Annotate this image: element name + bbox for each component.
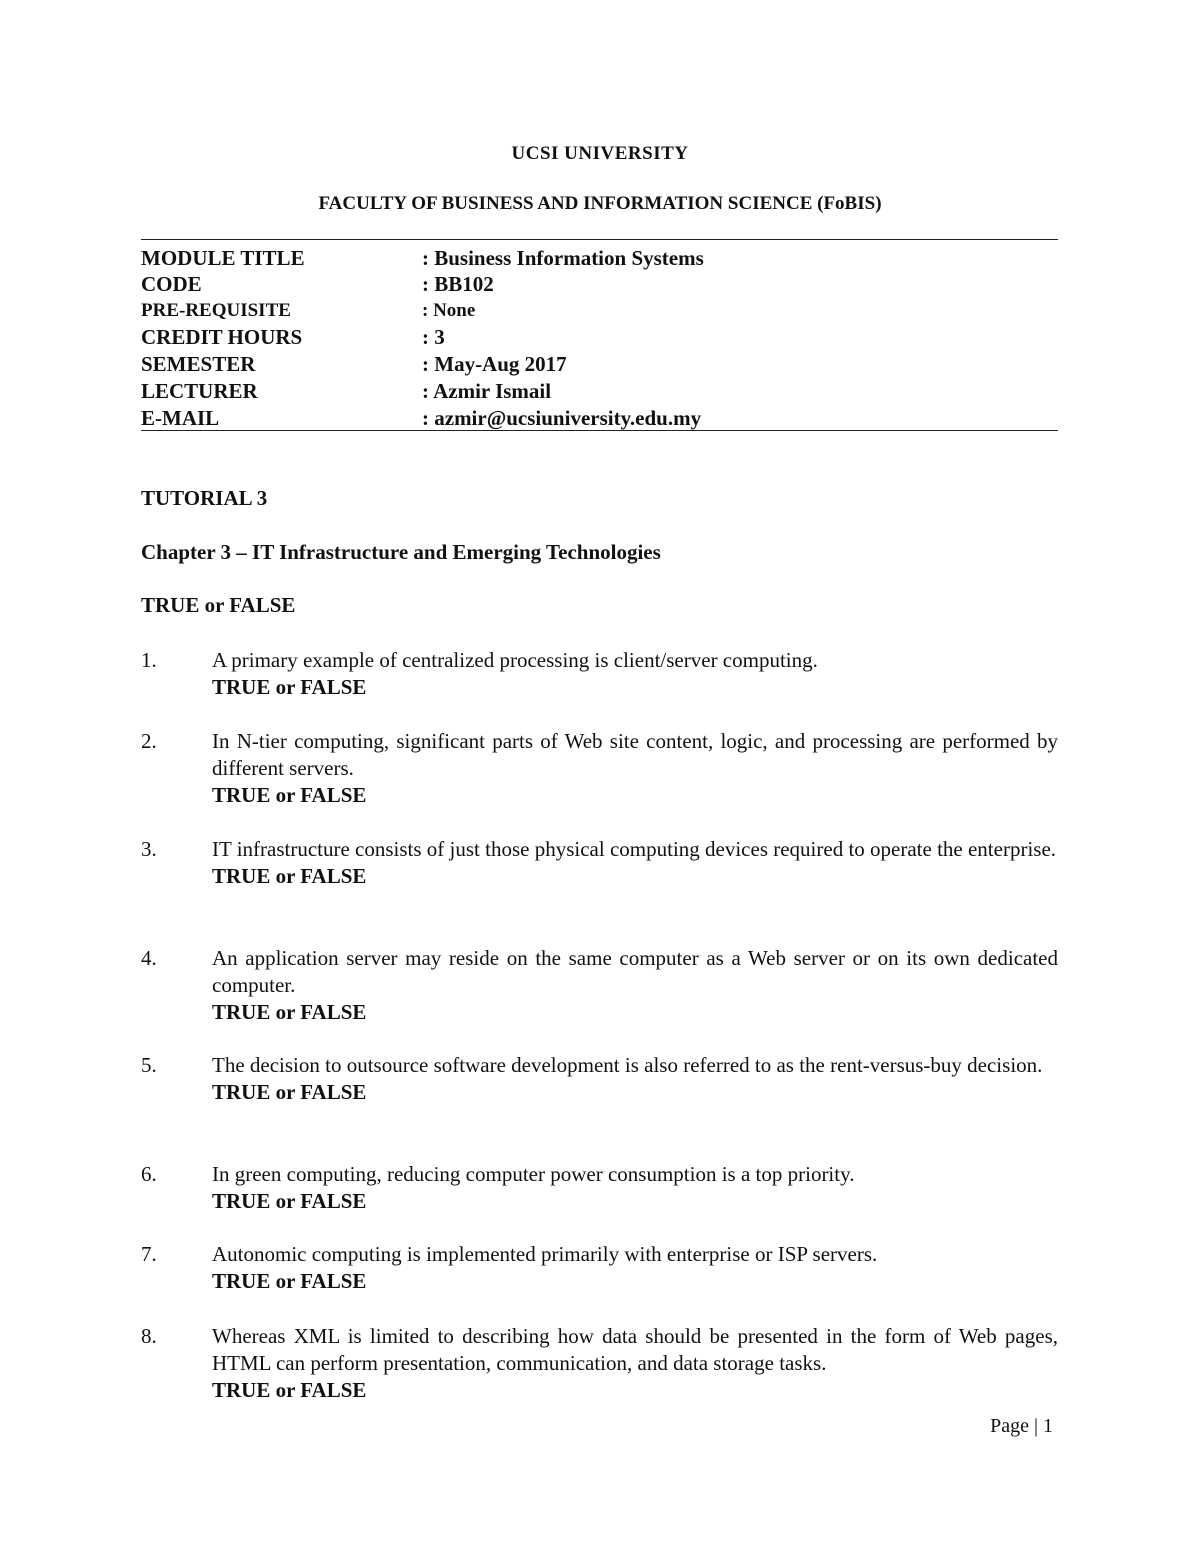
info-row-lecturer (141, 378, 1058, 404)
faculty-name: FACULTY OF BUSINESS AND INFORMATION SCIENCE (FoBIS) (318, 193, 882, 214)
question-answer-options: TRUE or FALSE (212, 1378, 367, 1402)
section-title: TRUE or FALSE (141, 593, 296, 617)
question-text: Whereas XML is limited to describing how data should be presented in the form of Web pages, HTML can perform presentation, communication, and data storage tasks. (212, 1324, 1058, 1375)
question-number: 1. (141, 648, 157, 672)
info-row-prerequisite (141, 298, 1058, 324)
question-number: 7. (141, 1242, 157, 1266)
info-label: MODULE TITLE (141, 246, 305, 270)
tutorial-title: TUTORIAL 3 (141, 486, 268, 510)
question-text: In green computing, reducing computer power consumption is a top priority. (212, 1162, 855, 1186)
info-row-semester (141, 351, 1058, 377)
info-label: SEMESTER (141, 352, 256, 376)
info-value: : May-Aug 2017 (422, 352, 567, 376)
info-row-code (141, 271, 1058, 297)
info-value: : Business Information Systems (422, 246, 704, 270)
info-value: : BB102 (422, 272, 494, 296)
question-text: IT infrastructure consists of just those physical computing devices required to operate the enterprise. (212, 837, 1057, 861)
info-label: CREDIT HOURS (141, 325, 303, 349)
question-text: The decision to outsource software development is also referred to as the rent-versus-buy decision. (212, 1053, 1043, 1077)
question-text: Autonomic computing is implemented primarily with enterprise or ISP servers. (212, 1242, 878, 1266)
info-value: : Azmir Ismail (422, 379, 552, 403)
info-value: : None (422, 300, 476, 321)
question-text: In N-tier computing, significant parts of Web site content, logic, and processing are performed by different servers. (212, 729, 1058, 780)
question-answer-options: TRUE or FALSE (212, 864, 367, 888)
info-label: PRE-REQUISITE (141, 300, 291, 321)
question-number: 8. (141, 1324, 157, 1348)
question-number: 6. (141, 1162, 157, 1186)
info-row-email (141, 405, 1058, 431)
info-label: LECTURER (141, 379, 258, 403)
bottom-divider (141, 430, 1058, 431)
question-text: A primary example of centralized processing is client/server computing. (212, 648, 818, 672)
question-answer-options: TRUE or FALSE (212, 1000, 367, 1024)
page-number: Page | 1 (990, 1415, 1053, 1437)
question-answer-options: TRUE or FALSE (212, 675, 367, 699)
chapter-title: Chapter 3 – IT Infrastructure and Emerging Technologies (141, 540, 661, 564)
question-number: 5. (141, 1053, 157, 1077)
question-answer-options: TRUE or FALSE (212, 1080, 367, 1104)
info-row-module-title (141, 245, 1058, 271)
info-label: CODE (141, 272, 202, 296)
university-name: UCSI UNIVERSITY (511, 143, 689, 164)
question-answer-options: TRUE or FALSE (212, 1269, 367, 1293)
info-label: E-MAIL (141, 406, 220, 430)
info-value: : azmir@ucsiuniversity.edu.my (422, 406, 702, 430)
question-answer-options: TRUE or FALSE (212, 783, 367, 807)
question-text: An application server may reside on the same computer as a Web server or on its own dedicated computer. (212, 946, 1058, 997)
top-divider (141, 239, 1058, 240)
question-number: 2. (141, 729, 157, 753)
info-row-credit-hours (141, 324, 1058, 350)
question-answer-options: TRUE or FALSE (212, 1189, 367, 1213)
question-number: 4. (141, 946, 157, 970)
question-number: 3. (141, 837, 157, 861)
info-value: : 3 (422, 325, 445, 349)
